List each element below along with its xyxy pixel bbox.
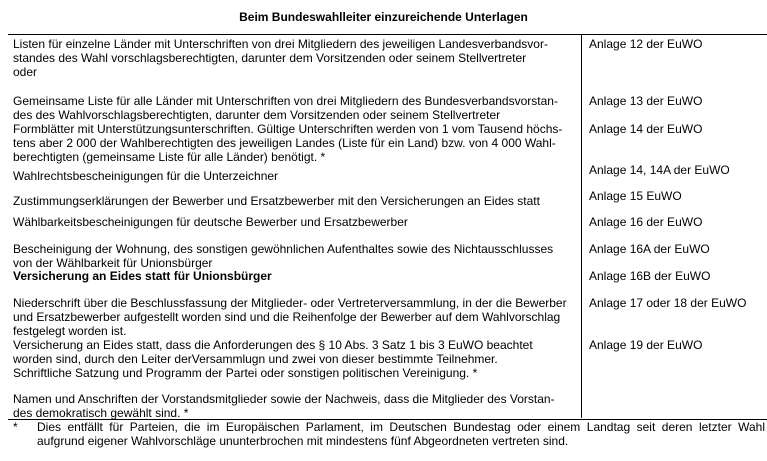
table-row-reference: Anlage 19 der EuWO (589, 338, 703, 352)
table-row-reference: Anlage 13 der EuWO (589, 94, 703, 108)
table-row-reference: Anlage 16 der EuWO (589, 215, 703, 229)
description-line: berechtigten (gemeinsame Liste für alle Länder) benötigt. * (13, 150, 326, 164)
description-line: Bescheinigung der Wohnung, des sonstigen gewöhnlichen Aufenthaltes sowie des Nichtausschlusses (13, 242, 554, 256)
table-row-description (13, 194, 575, 208)
table-row-description (13, 296, 575, 338)
table-row-reference: Anlage 15 EuWO (589, 189, 682, 203)
table-row-description (13, 269, 575, 283)
table-row-description (13, 169, 575, 183)
description-line: Wählbarkeitsbescheinigungen für deutsche Bewerber und Ersatzbewerber (13, 215, 408, 229)
table-row-reference: Anlage 17 oder 18 der EuWO (589, 296, 747, 310)
description-line: Versicherung an Eides statt, dass die Anforderungen des § 10 Abs. 3 Satz 1 bis 3 EuWO beachtet (13, 338, 533, 352)
description-line: Formblätter mit Unterstützungsunterschriften. Gültige Unterschriften werden von 1 vom Tausend höchs- (13, 122, 563, 136)
document-title: Beim Bundeswahlleiter einzureichende Unterlagen (239, 10, 528, 24)
description-line: Schriftliche Satzung und Programm der Partei oder sonstigen politischen Vereinigung. * (13, 366, 478, 380)
description-line: standes des Wahl vorschlagsberechtigten, darunter dem Vorsitzenden oder seinem Stellvertreter (13, 51, 527, 65)
description-line: Namen und Anschriften der Vorstandsmitglieder sowie der Nachweis, dass die Mitglieder des Vorstan- (13, 392, 555, 406)
description-line: des des Wahlvorschlagsberechtigten, darunter dem Vorsitzenden oder seinem Stellvertreter (13, 108, 501, 122)
description-line: Zustimmungserklärungen der Bewerber und Ersatzbewerber mit den Versicherungen an Eides statt (13, 194, 540, 208)
table-row-description (13, 94, 575, 122)
column-divider (581, 34, 582, 418)
description-line: worden sind, durch den Leiter derVersammlugn und zwei von dieser bestimmte Teilnehmer. (13, 352, 498, 366)
table-row-description (13, 215, 575, 229)
description-line: oder (13, 65, 38, 79)
table-row-description (13, 338, 575, 366)
description-line: festgelegt worden ist. (13, 324, 127, 338)
description-line: Listen für einzelne Länder mit Unterschriften von drei Mitgliedern des jeweiligen Landesverbandsvor- (13, 37, 548, 51)
footnote-line: Dies entfällt für Parteien, die im Europäischen Parlament, im Deutschen Bundestag oder einem Landtag seit deren letzter Wahl (37, 420, 765, 434)
description-line: Wahlrechtsbescheinigungen für die Unterzeichner (13, 169, 279, 183)
table-row-description (13, 37, 575, 79)
description-line: Niederschrift über die Beschlussfassung der Mitglieder- oder Vertreterversammlung, in der die Bewerber (13, 296, 567, 310)
table-row-reference: Anlage 14 der EuWO (589, 122, 703, 136)
description-line: des demokratisch gewählt sind. * (13, 406, 189, 420)
table-row-reference: Anlage 16A der EuWO (589, 242, 710, 256)
table-row-reference: Anlage 12 der EuWO (589, 37, 703, 51)
footnote-line: aufgrund eigener Wahlvorschläge ununterbrochen mit mindestens fünf Abgeordneten vertreten sind. (37, 434, 569, 448)
description-line: Versicherung an Eides statt für Unionsbürger (13, 269, 272, 283)
description-line: tens aber 2 000 der Wahlberechtigten des jeweiligen Landes (Liste für ein Land) bzw. von 4 000 Wahl- (13, 136, 556, 150)
description-line: und Ersatzbewerber aufgestellt worden sind und die Reihenfolge der Bewerber auf dem Wahlvorschlag (13, 310, 561, 324)
table-row-reference: Anlage 16B der EuWO (589, 269, 711, 283)
footnote-text (37, 420, 765, 448)
table-row-description (13, 242, 575, 270)
table-row-description (13, 392, 575, 420)
description-line: von der Wählbarkeit für Unionsbürger (13, 256, 213, 270)
table-row-reference: Anlage 14, 14A der EuWO (589, 163, 730, 177)
footnote-marker: * (13, 420, 18, 434)
table-row-description (13, 366, 575, 380)
description-line: Gemeinsame Liste für alle Länder mit Unterschriften von drei Mitgliedern des Bundesverbandsvorstan- (13, 94, 558, 108)
table-row-description (13, 122, 575, 164)
